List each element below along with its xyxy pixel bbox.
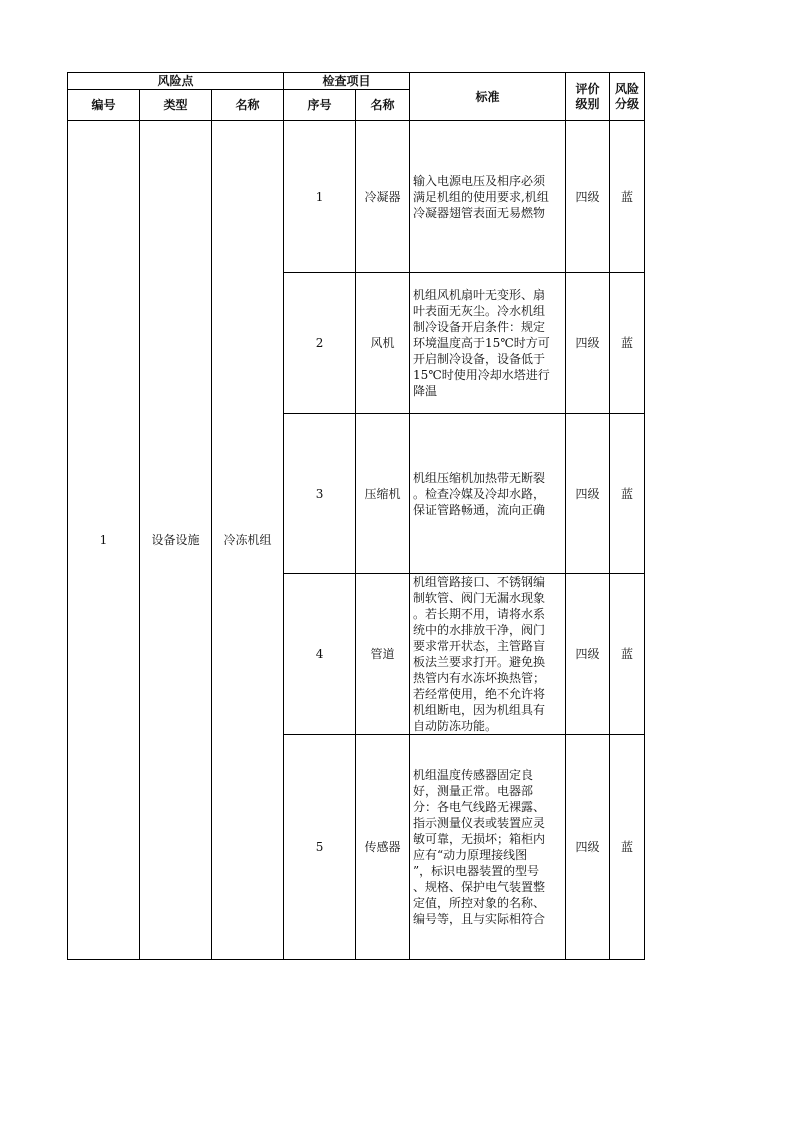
header-risk-grade-line2: 分级 bbox=[615, 96, 640, 111]
header-eval-level-line1: 评价 bbox=[575, 81, 600, 96]
header-risk-grade bbox=[610, 73, 645, 121]
row-seq: 3 bbox=[284, 414, 356, 574]
standard-line: 环境温度高于15℃时方可 bbox=[413, 336, 550, 350]
row-grade: 蓝 bbox=[610, 735, 645, 960]
row-item-name: 压缩机 bbox=[356, 414, 410, 574]
header-eval-level-line2: 级别 bbox=[575, 96, 600, 111]
standard-line: 定值，所控对象的名称、 bbox=[413, 896, 546, 910]
standard-line: 制冷设备开启条件：规定 bbox=[413, 320, 546, 334]
row-seq: 1 bbox=[284, 121, 356, 273]
row-grade: 蓝 bbox=[610, 273, 645, 414]
standard-line: 编号等，且与实际相符合 bbox=[413, 912, 546, 926]
standard-line: 统中的水排放干净，阀门 bbox=[413, 623, 546, 637]
row-item-name: 管道 bbox=[356, 574, 410, 735]
standard-line: 叶表面无灰尘。冷水机组 bbox=[413, 304, 546, 318]
standard-line: ”，标识电器装置的型号 bbox=[413, 864, 540, 878]
standard-line: 冷凝器翅管表面无易燃物 bbox=[413, 205, 546, 220]
standard-line: 机组风机扇叶无变形、扇 bbox=[413, 288, 546, 302]
row-seq: 5 bbox=[284, 735, 356, 960]
row-grade: 蓝 bbox=[610, 121, 645, 273]
standard-line: 机组温度传感器固定良 bbox=[413, 768, 534, 782]
row-standard bbox=[410, 121, 566, 273]
standard-line: 输入电源电压及相序必须 bbox=[413, 173, 546, 188]
row-standard bbox=[410, 414, 566, 574]
group-type: 设备设施 bbox=[140, 121, 212, 960]
standard-line: 要求常开状态，主管路盲 bbox=[413, 639, 546, 653]
standard-line: 保证管路畅通，流向正确 bbox=[413, 502, 546, 517]
standard-line: 满足机组的使用要求,机组 bbox=[413, 189, 549, 204]
standard-line: 板法兰要求打开。避免换 bbox=[413, 655, 546, 669]
header-type: 类型 bbox=[140, 90, 212, 121]
header-code: 编号 bbox=[68, 90, 140, 121]
risk-table bbox=[67, 72, 645, 960]
standard-line: 降温 bbox=[413, 384, 438, 398]
row-level: 四级 bbox=[566, 121, 610, 273]
standard-line: 。若长期不用，请将水系 bbox=[413, 607, 546, 621]
row-item-name: 冷凝器 bbox=[356, 121, 410, 273]
standard-line: 机组管路接口、不锈钢编 bbox=[413, 575, 546, 589]
row-level: 四级 bbox=[566, 574, 610, 735]
header-risk-grade-line1: 风险 bbox=[615, 81, 640, 96]
group-name: 冷冻机组 bbox=[212, 121, 284, 960]
header-name: 名称 bbox=[212, 90, 284, 121]
row-standard bbox=[410, 574, 566, 735]
row-grade: 蓝 bbox=[610, 574, 645, 735]
row-item-name: 风机 bbox=[356, 273, 410, 414]
standard-line: 开启制冷设备，设备低于 bbox=[413, 352, 546, 366]
header-check-item: 检查项目 bbox=[284, 73, 410, 90]
standard-line: 指示测量仪表或装置应灵 bbox=[413, 816, 546, 830]
standard-line: 15℃时使用冷却水塔进行 bbox=[413, 368, 550, 382]
row-seq: 4 bbox=[284, 574, 356, 735]
standard-line: 。检查冷媒及冷却水路， bbox=[413, 486, 546, 501]
standard-line: 若经常使用，绝不允许将 bbox=[413, 687, 546, 701]
risk-inspection-sheet bbox=[67, 72, 645, 960]
row-item-name: 传感器 bbox=[356, 735, 410, 960]
standard-line: 好，测量正常。电器部 bbox=[413, 784, 534, 798]
row-seq: 2 bbox=[284, 273, 356, 414]
standard-line: 热管内有水冻坏换热管； bbox=[413, 671, 546, 685]
header-eval-level bbox=[566, 73, 610, 121]
header-seq: 序号 bbox=[284, 90, 356, 121]
standard-line: 敏可靠，无损坏；箱柜内 bbox=[413, 832, 546, 846]
standard-line: 机组断电，因为机组具有 bbox=[413, 703, 546, 717]
header-item-name: 名称 bbox=[356, 90, 410, 121]
standard-line: 、规格、保护电气装置整 bbox=[413, 880, 546, 894]
standard-line: 应有“动力原理接线图 bbox=[413, 848, 528, 862]
row-standard bbox=[410, 273, 566, 414]
header-standard: 标准 bbox=[410, 73, 566, 121]
standard-line: 制软管、阀门无漏水现象 bbox=[413, 591, 546, 605]
group-code: 1 bbox=[68, 121, 140, 960]
standard-line: 自动防冻功能。 bbox=[413, 719, 498, 733]
row-level: 四级 bbox=[566, 735, 610, 960]
table-row bbox=[68, 121, 645, 273]
row-level: 四级 bbox=[566, 414, 610, 574]
standard-line: 机组压缩机加热带无断裂 bbox=[413, 470, 546, 485]
row-grade: 蓝 bbox=[610, 414, 645, 574]
row-standard bbox=[410, 735, 566, 960]
row-level: 四级 bbox=[566, 273, 610, 414]
standard-line: 分：各电气线路无裸露、 bbox=[413, 800, 546, 814]
header-risk-point: 风险点 bbox=[68, 73, 284, 90]
